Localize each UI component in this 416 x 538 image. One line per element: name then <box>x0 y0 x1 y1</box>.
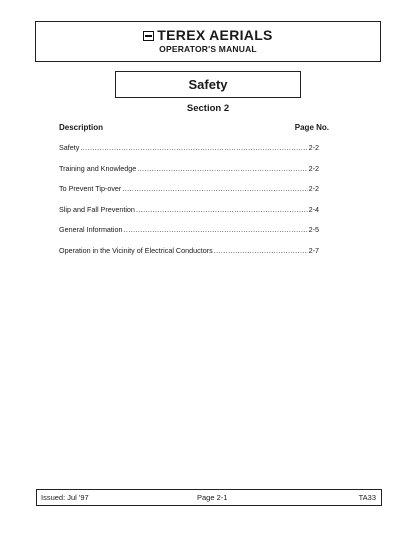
toc-leader-dots <box>137 164 307 173</box>
toc-entry[interactable] <box>59 143 319 164</box>
section-label: Section 2 <box>186 103 230 114</box>
toc-entry-page: 2-2 <box>308 143 319 152</box>
page-footer <box>36 489 382 506</box>
toc-entry-label: Training and Knowledge <box>59 163 137 173</box>
brand-title <box>36 27 380 43</box>
toc-header <box>59 123 329 132</box>
toc-entry-label: General Information <box>59 225 123 235</box>
toc-entry-page: 2-4 <box>308 204 319 214</box>
toc-entry-label: Safety <box>59 143 80 152</box>
toc-entry-page: 2-5 <box>308 225 319 235</box>
page-title: Safety <box>115 71 301 98</box>
toc-leader-dots <box>80 143 307 152</box>
toc-entry[interactable] <box>59 246 319 267</box>
toc-leader-dots <box>124 225 308 234</box>
toc-entry[interactable] <box>59 164 319 185</box>
footer-issued-date: Issued: Jul '97 <box>41 493 89 502</box>
table-of-contents <box>59 143 319 267</box>
toc-entry-label: To Prevent Tip-over <box>59 184 122 194</box>
document-header <box>35 21 381 62</box>
toc-leader-dots <box>136 205 308 214</box>
toc-entry-page: 2-7 <box>308 245 319 255</box>
footer-page-number: Page 2-1 <box>197 493 228 502</box>
manual-subtitle: OPERATOR'S MANUAL <box>159 44 257 54</box>
toc-entry[interactable] <box>59 205 319 226</box>
toc-header-page: Page No. <box>294 123 329 132</box>
toc-entry-page: 2-2 <box>308 184 319 194</box>
toc-entry-label: Slip and Fall Prevention <box>59 204 135 214</box>
footer-doc-code: TA33 <box>358 493 376 502</box>
toc-leader-dots <box>214 246 308 255</box>
toc-entry[interactable] <box>59 225 319 246</box>
brand-name: TEREX AERIALS <box>157 27 273 43</box>
toc-leader-dots <box>122 184 307 193</box>
toc-entry-page: 2-2 <box>308 163 319 173</box>
toc-header-description: Description <box>59 123 104 132</box>
terex-logo-icon <box>143 31 154 41</box>
toc-entry-label: Operation in the Vicinity of Electrical Conductors <box>59 245 213 255</box>
toc-entry[interactable] <box>59 184 319 205</box>
